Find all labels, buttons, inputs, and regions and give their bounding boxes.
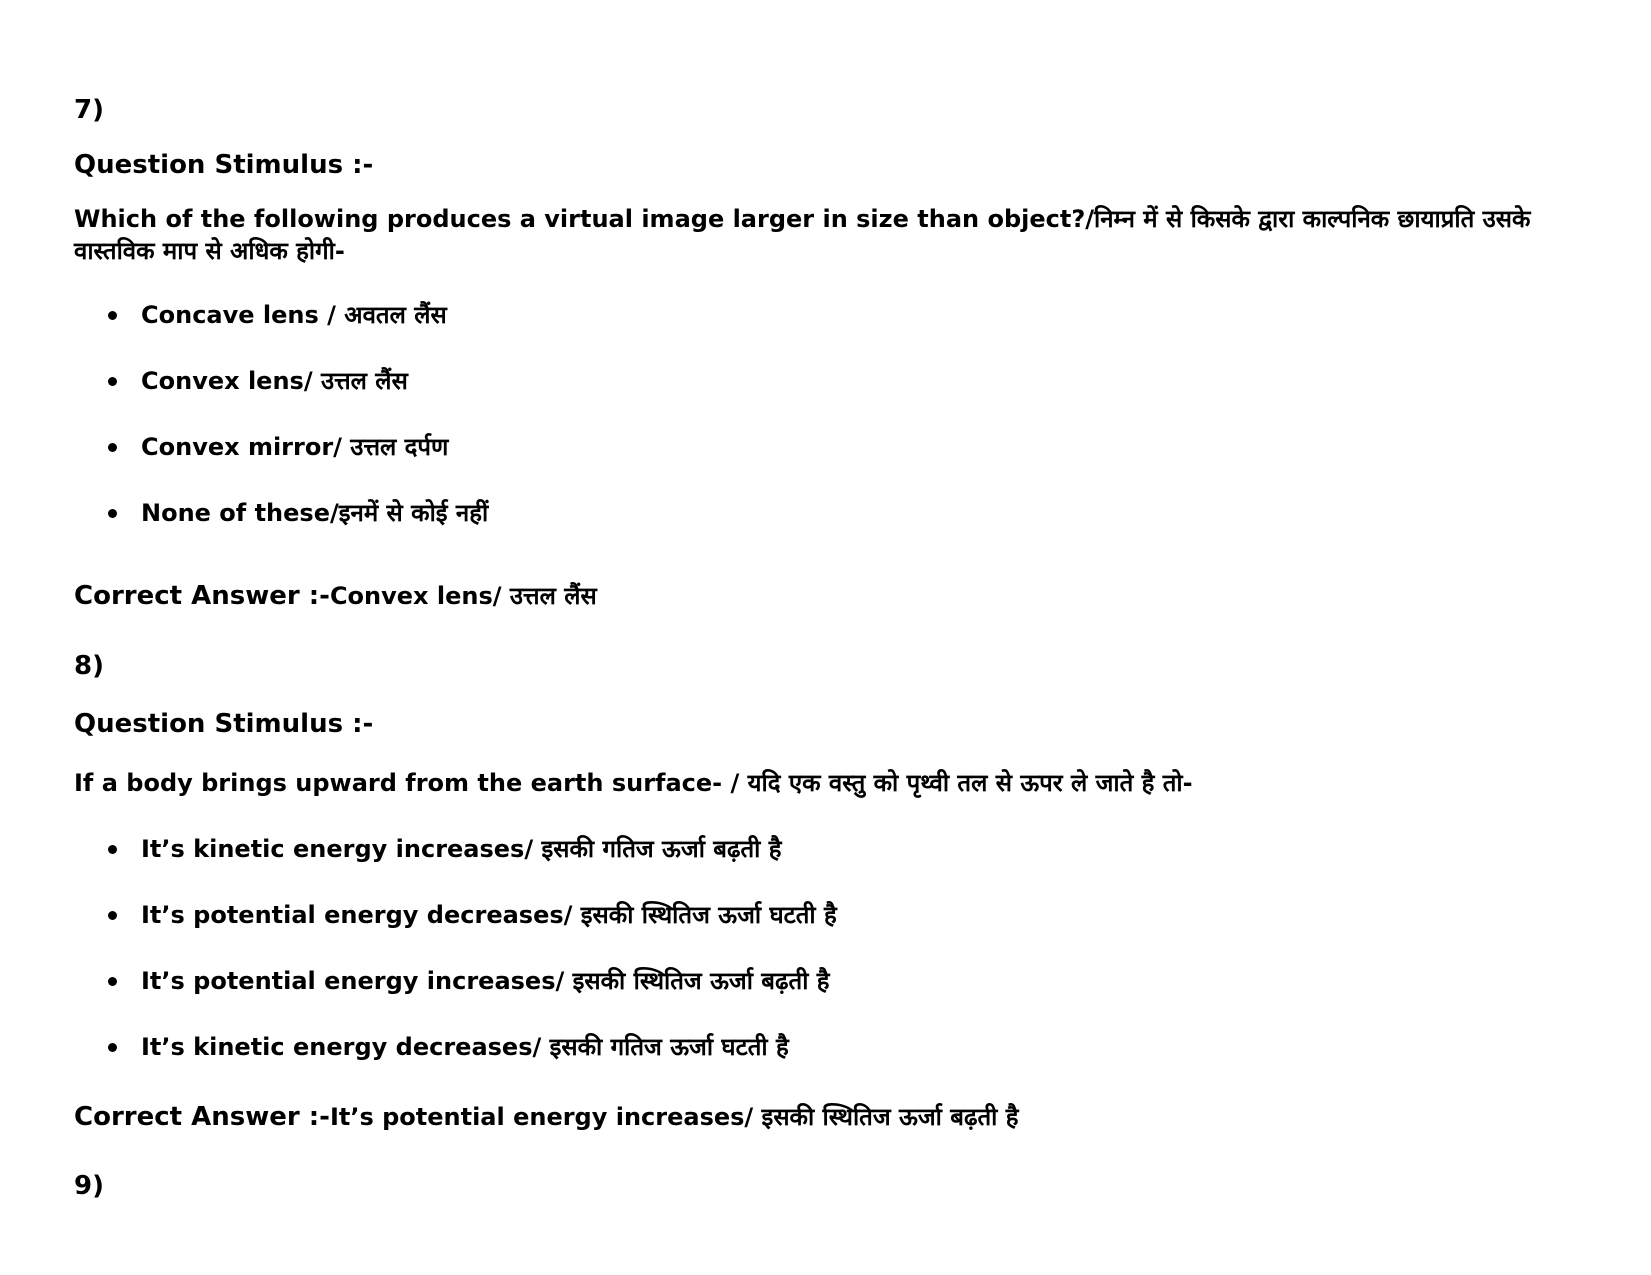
question-stimulus: Which of the following produces a virtual image larger in size than object?/निम्न में से किसके द्वारा काल्पनिक छायाप्रति उसके वास्तविक माप से अधिक होगी- [74,205,1531,265]
bullet-icon [108,977,117,986]
option-text: It’s potential energy decreases/ इसकी स्थितिज ऊर्जा घटती है [141,901,837,929]
answer-value: It’s potential energy increases/ इसकी स्थितिज ऊर्जा बढ़ती है [329,1103,1019,1131]
bullet-icon [108,911,117,920]
option-item [74,366,488,432]
question-number: 7) [74,95,104,125]
answer-label: Correct Answer :- [74,1102,330,1132]
answer-label: Correct Answer :- [74,581,330,611]
option-text: Convex lens/ उत्तल लैंस [141,367,408,395]
bullet-icon [108,443,117,452]
option-item [74,900,837,966]
option-item [74,432,488,498]
option-item [74,1032,837,1098]
bullet-icon [108,845,117,854]
question-number: 9) [74,1171,104,1201]
bullet-icon [108,311,117,320]
bullet-icon [108,377,117,386]
question-number: 8) [74,651,104,681]
stimulus-label: Question Stimulus :- [74,150,374,180]
option-list [74,300,488,564]
option-item [74,300,488,366]
correct-answer [74,580,597,612]
option-item [74,966,837,1032]
bullet-icon [108,1043,117,1052]
option-item [74,834,837,900]
option-text: None of these/इनमें से कोई नहीं [141,499,489,527]
option-text: It’s kinetic energy increases/ इसकी गतिज ऊर्जा बढ़ती है [141,835,782,863]
question-stimulus: If a body brings upward from the earth surface- / यदि एक वस्तु को पृथ्वी तल से ऊपर ले जाते है तो- [74,769,1193,797]
option-text: Convex mirror/ उत्तल दर्पण [141,433,449,461]
option-text: Concave lens / अवतल लैंस [141,301,447,329]
option-item [74,498,488,564]
correct-answer [74,1101,1018,1133]
stimulus-label: Question Stimulus :- [74,709,374,739]
option-list [74,834,837,1098]
option-text: It’s kinetic energy decreases/ इसकी गतिज ऊर्जा घटती है [141,1033,789,1061]
option-text: It’s potential energy increases/ इसकी स्थितिज ऊर्जा बढ़ती है [141,967,830,995]
bullet-icon [108,509,117,518]
answer-value: Convex lens/ उत्तल लैंस [329,582,597,610]
